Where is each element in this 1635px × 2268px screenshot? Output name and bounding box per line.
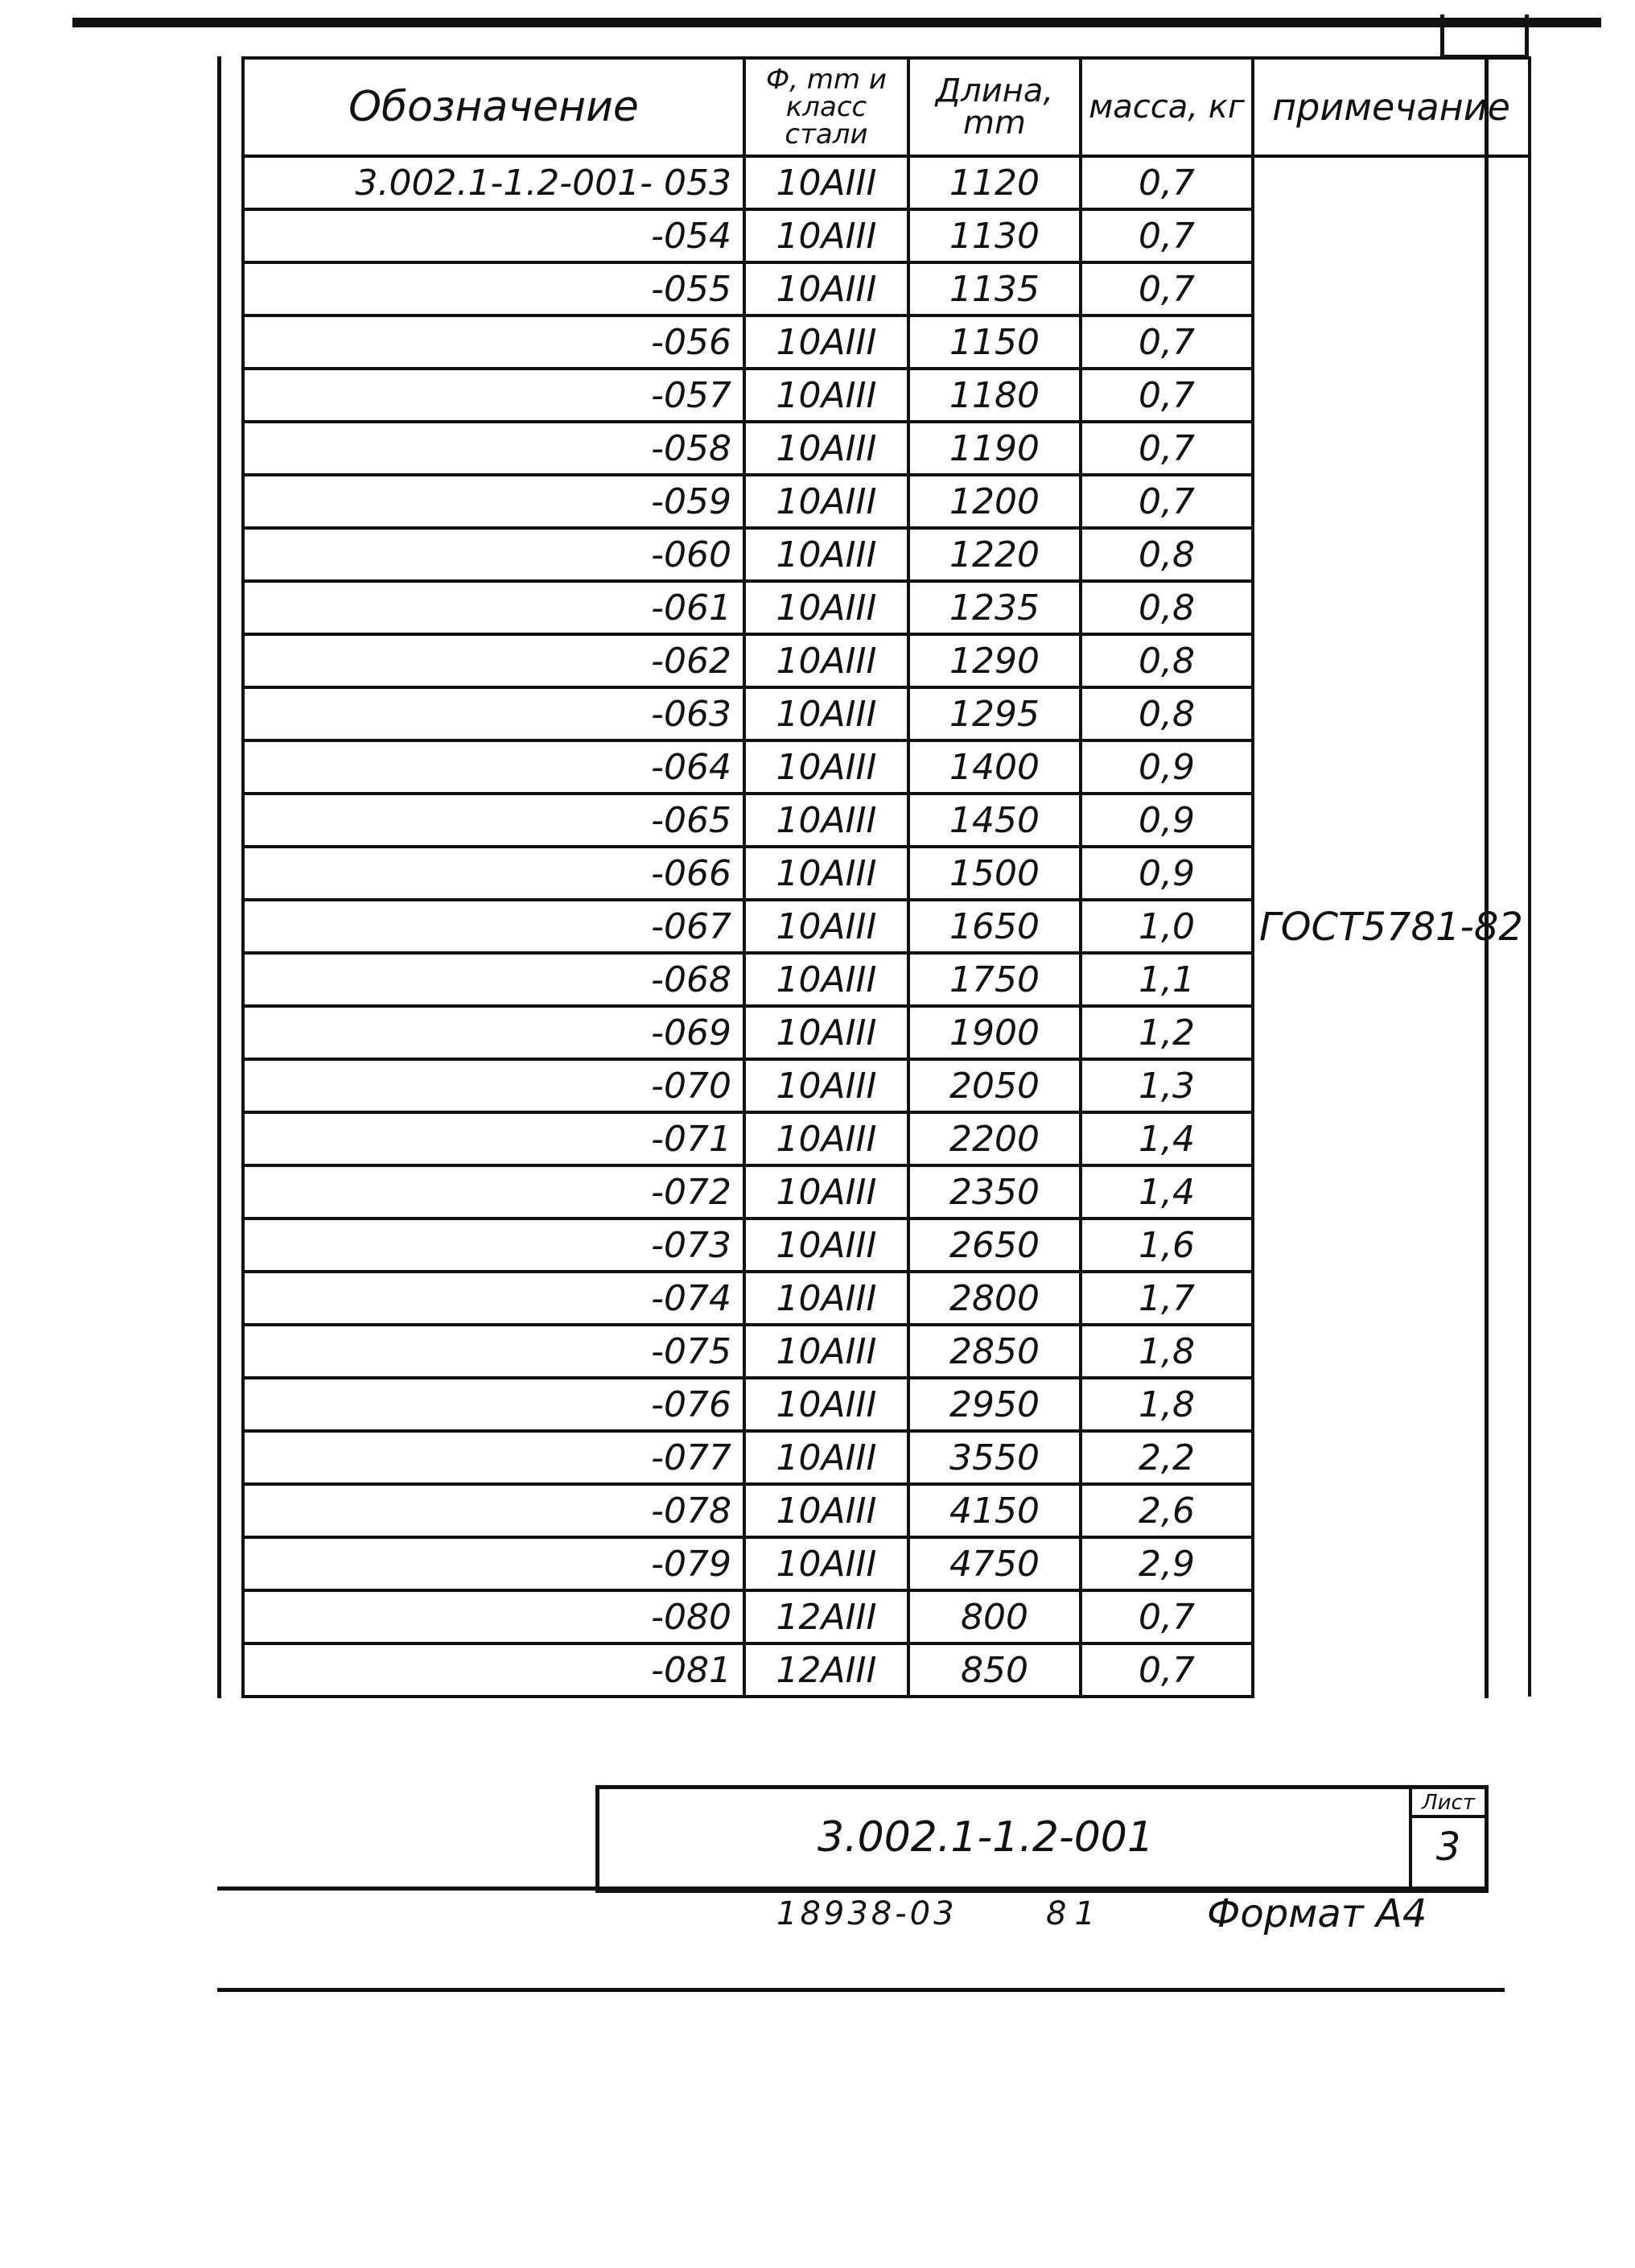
cell-mass: 0,7 xyxy=(1081,262,1253,315)
cell-length: 1450 xyxy=(908,794,1081,847)
footer-format-label: Формат А4 xyxy=(1207,1891,1427,1936)
cell-diameter-class: 10АIII xyxy=(744,1378,908,1431)
cell-diameter-class: 10АIII xyxy=(744,369,908,422)
cell-length: 1400 xyxy=(908,740,1081,794)
cell-length: 2800 xyxy=(908,1272,1081,1325)
cell-mass: 2,2 xyxy=(1081,1431,1253,1484)
cell-diameter-class: 10АIII xyxy=(744,475,908,528)
cell-diameter-class: 10АIII xyxy=(744,422,908,475)
cell-diameter-class: 10АIII xyxy=(744,209,908,262)
cell-diameter-class: 10АIII xyxy=(744,1112,908,1165)
cell-mass: 0,7 xyxy=(1081,209,1253,262)
cell-mass: 1,8 xyxy=(1081,1325,1253,1378)
cell-length: 1120 xyxy=(908,156,1081,209)
header-length: Длина, mm xyxy=(908,58,1081,156)
cell-designation: -074 xyxy=(243,1272,744,1325)
cell-designation: -057 xyxy=(243,369,744,422)
cell-note-standard: ГОСТ5781-82 xyxy=(1253,156,1530,1697)
cell-diameter-class: 10АIII xyxy=(744,315,908,369)
cell-mass: 0,7 xyxy=(1081,369,1253,422)
cell-designation: -065 xyxy=(243,794,744,847)
cell-designation: -056 xyxy=(243,315,744,369)
cell-designation: -070 xyxy=(243,1059,744,1112)
top-right-corner-box xyxy=(1440,14,1529,59)
cell-length: 1150 xyxy=(908,315,1081,369)
cell-diameter-class: 12АIII xyxy=(744,1643,908,1697)
cell-mass: 0,7 xyxy=(1081,1643,1253,1697)
cell-mass: 0,7 xyxy=(1081,475,1253,528)
header-mass: масса, кг xyxy=(1081,58,1253,156)
stamp-document-code: 3.002.1-1.2-001 xyxy=(818,1813,1154,1862)
cell-length: 4150 xyxy=(908,1484,1081,1537)
stamp-sheet-number: 3 xyxy=(1435,1825,1461,1870)
table-header-row xyxy=(243,58,1530,156)
cell-designation: -068 xyxy=(243,953,744,1006)
cell-length: 1900 xyxy=(908,1006,1081,1059)
cell-diameter-class: 10АIII xyxy=(744,1431,908,1484)
cell-designation: -054 xyxy=(243,209,744,262)
cell-designation: -075 xyxy=(243,1325,744,1378)
cell-diameter-class: 10АIII xyxy=(744,1219,908,1272)
cell-mass: 0,7 xyxy=(1081,1590,1253,1643)
cell-length: 1135 xyxy=(908,262,1081,315)
cell-diameter-class: 10АIII xyxy=(744,1272,908,1325)
cell-diameter-class: 10АIII xyxy=(744,740,908,794)
header-diameter: Ф, mm и класс стали xyxy=(744,58,908,156)
cell-diameter-class: 10АIII xyxy=(744,794,908,847)
cell-length: 3550 xyxy=(908,1431,1081,1484)
cell-designation: -077 xyxy=(243,1431,744,1484)
cell-mass: 0,9 xyxy=(1081,740,1253,794)
cell-diameter-class: 10АIII xyxy=(744,687,908,740)
cell-diameter-class: 10АIII xyxy=(744,528,908,581)
cell-length: 800 xyxy=(908,1590,1081,1643)
cell-designation: -063 xyxy=(243,687,744,740)
cell-mass: 0,7 xyxy=(1081,156,1253,209)
cell-length: 1295 xyxy=(908,687,1081,740)
title-block-stamp xyxy=(595,1785,1489,1893)
top-border-line xyxy=(72,18,1601,27)
cell-mass: 2,9 xyxy=(1081,1537,1253,1590)
footer-order-suffix: 81 xyxy=(1046,1895,1103,1932)
cell-mass: 0,8 xyxy=(1081,634,1253,687)
cell-length: 2950 xyxy=(908,1378,1081,1431)
cell-designation: -078 xyxy=(243,1484,744,1537)
table-row xyxy=(243,156,1530,209)
cell-length: 4750 xyxy=(908,1537,1081,1590)
cell-designation: -058 xyxy=(243,422,744,475)
cell-length: 1235 xyxy=(908,581,1081,634)
cell-diameter-class: 10АIII xyxy=(744,156,908,209)
stamp-sheet-label: Лист xyxy=(1412,1791,1485,1818)
cell-length: 1200 xyxy=(908,475,1081,528)
cell-diameter-class: 10АIII xyxy=(744,953,908,1006)
cell-mass: 1,6 xyxy=(1081,1219,1253,1272)
header-designation: Обозначение xyxy=(243,58,744,156)
cell-diameter-class: 10АIII xyxy=(744,900,908,953)
cell-mass: 0,7 xyxy=(1081,315,1253,369)
cell-length: 1220 xyxy=(908,528,1081,581)
cell-designation: -067 xyxy=(243,900,744,953)
cell-designation: -066 xyxy=(243,847,744,900)
cell-designation: -079 xyxy=(243,1537,744,1590)
cell-designation: -061 xyxy=(243,581,744,634)
cell-length: 2050 xyxy=(908,1059,1081,1112)
cell-designation: -071 xyxy=(243,1112,744,1165)
cell-designation: -076 xyxy=(243,1378,744,1431)
stamp-sheet-box xyxy=(1409,1789,1485,1889)
cell-mass: 1,7 xyxy=(1081,1272,1253,1325)
cell-diameter-class: 10АIII xyxy=(744,1325,908,1378)
cell-diameter-class: 10АIII xyxy=(744,1059,908,1112)
cell-diameter-class: 10АIII xyxy=(744,1537,908,1590)
cell-designation: -062 xyxy=(243,634,744,687)
cell-diameter-class: 10АIII xyxy=(744,1165,908,1219)
cell-mass: 0,8 xyxy=(1081,687,1253,740)
cell-designation: -055 xyxy=(243,262,744,315)
cell-mass: 1,2 xyxy=(1081,1006,1253,1059)
cell-diameter-class: 10АIII xyxy=(744,847,908,900)
cell-length: 2350 xyxy=(908,1165,1081,1219)
specification-table xyxy=(241,56,1531,1698)
cell-mass: 0,8 xyxy=(1081,528,1253,581)
cell-designation: -064 xyxy=(243,740,744,794)
cell-mass: 0,9 xyxy=(1081,847,1253,900)
cell-mass: 1,3 xyxy=(1081,1059,1253,1112)
cell-length: 2200 xyxy=(908,1112,1081,1165)
cell-diameter-class: 10АIII xyxy=(744,1484,908,1537)
cell-diameter-class: 10АIII xyxy=(744,1006,908,1059)
cell-mass: 1,1 xyxy=(1081,953,1253,1006)
cell-mass: 0,9 xyxy=(1081,794,1253,847)
cell-length: 1650 xyxy=(908,900,1081,953)
cell-mass: 1,0 xyxy=(1081,900,1253,953)
cell-length: 1750 xyxy=(908,953,1081,1006)
cell-length: 2850 xyxy=(908,1325,1081,1378)
cell-length: 1180 xyxy=(908,369,1081,422)
cell-mass: 1,8 xyxy=(1081,1378,1253,1431)
footer-order-number: 18938-03 xyxy=(776,1895,958,1932)
cell-length: 1500 xyxy=(908,847,1081,900)
footer-separator-line xyxy=(217,1887,1485,1891)
cell-designation: -072 xyxy=(243,1165,744,1219)
cell-length: 1190 xyxy=(908,422,1081,475)
cell-mass: 1,4 xyxy=(1081,1112,1253,1165)
cell-mass: 1,4 xyxy=(1081,1165,1253,1219)
cell-designation: 3.002.1-1.2-001- 053 xyxy=(243,156,744,209)
cell-diameter-class: 10АIII xyxy=(744,581,908,634)
cell-diameter-class: 10АIII xyxy=(744,634,908,687)
cell-mass: 0,8 xyxy=(1081,581,1253,634)
cell-designation: -069 xyxy=(243,1006,744,1059)
cell-designation: -060 xyxy=(243,528,744,581)
cell-designation: -080 xyxy=(243,1590,744,1643)
cell-length: 850 xyxy=(908,1643,1081,1697)
cell-length: 1130 xyxy=(908,209,1081,262)
cell-length: 1290 xyxy=(908,634,1081,687)
cell-designation: -073 xyxy=(243,1219,744,1272)
cell-length: 2650 xyxy=(908,1219,1081,1272)
cell-mass: 0,7 xyxy=(1081,422,1253,475)
cell-diameter-class: 12АIII xyxy=(744,1590,908,1643)
cell-diameter-class: 10АIII xyxy=(744,262,908,315)
bottom-border-line xyxy=(217,1988,1505,1992)
cell-designation: -059 xyxy=(243,475,744,528)
cell-mass: 2,6 xyxy=(1081,1484,1253,1537)
cell-designation: -081 xyxy=(243,1643,744,1697)
header-note: примечание xyxy=(1253,58,1530,156)
